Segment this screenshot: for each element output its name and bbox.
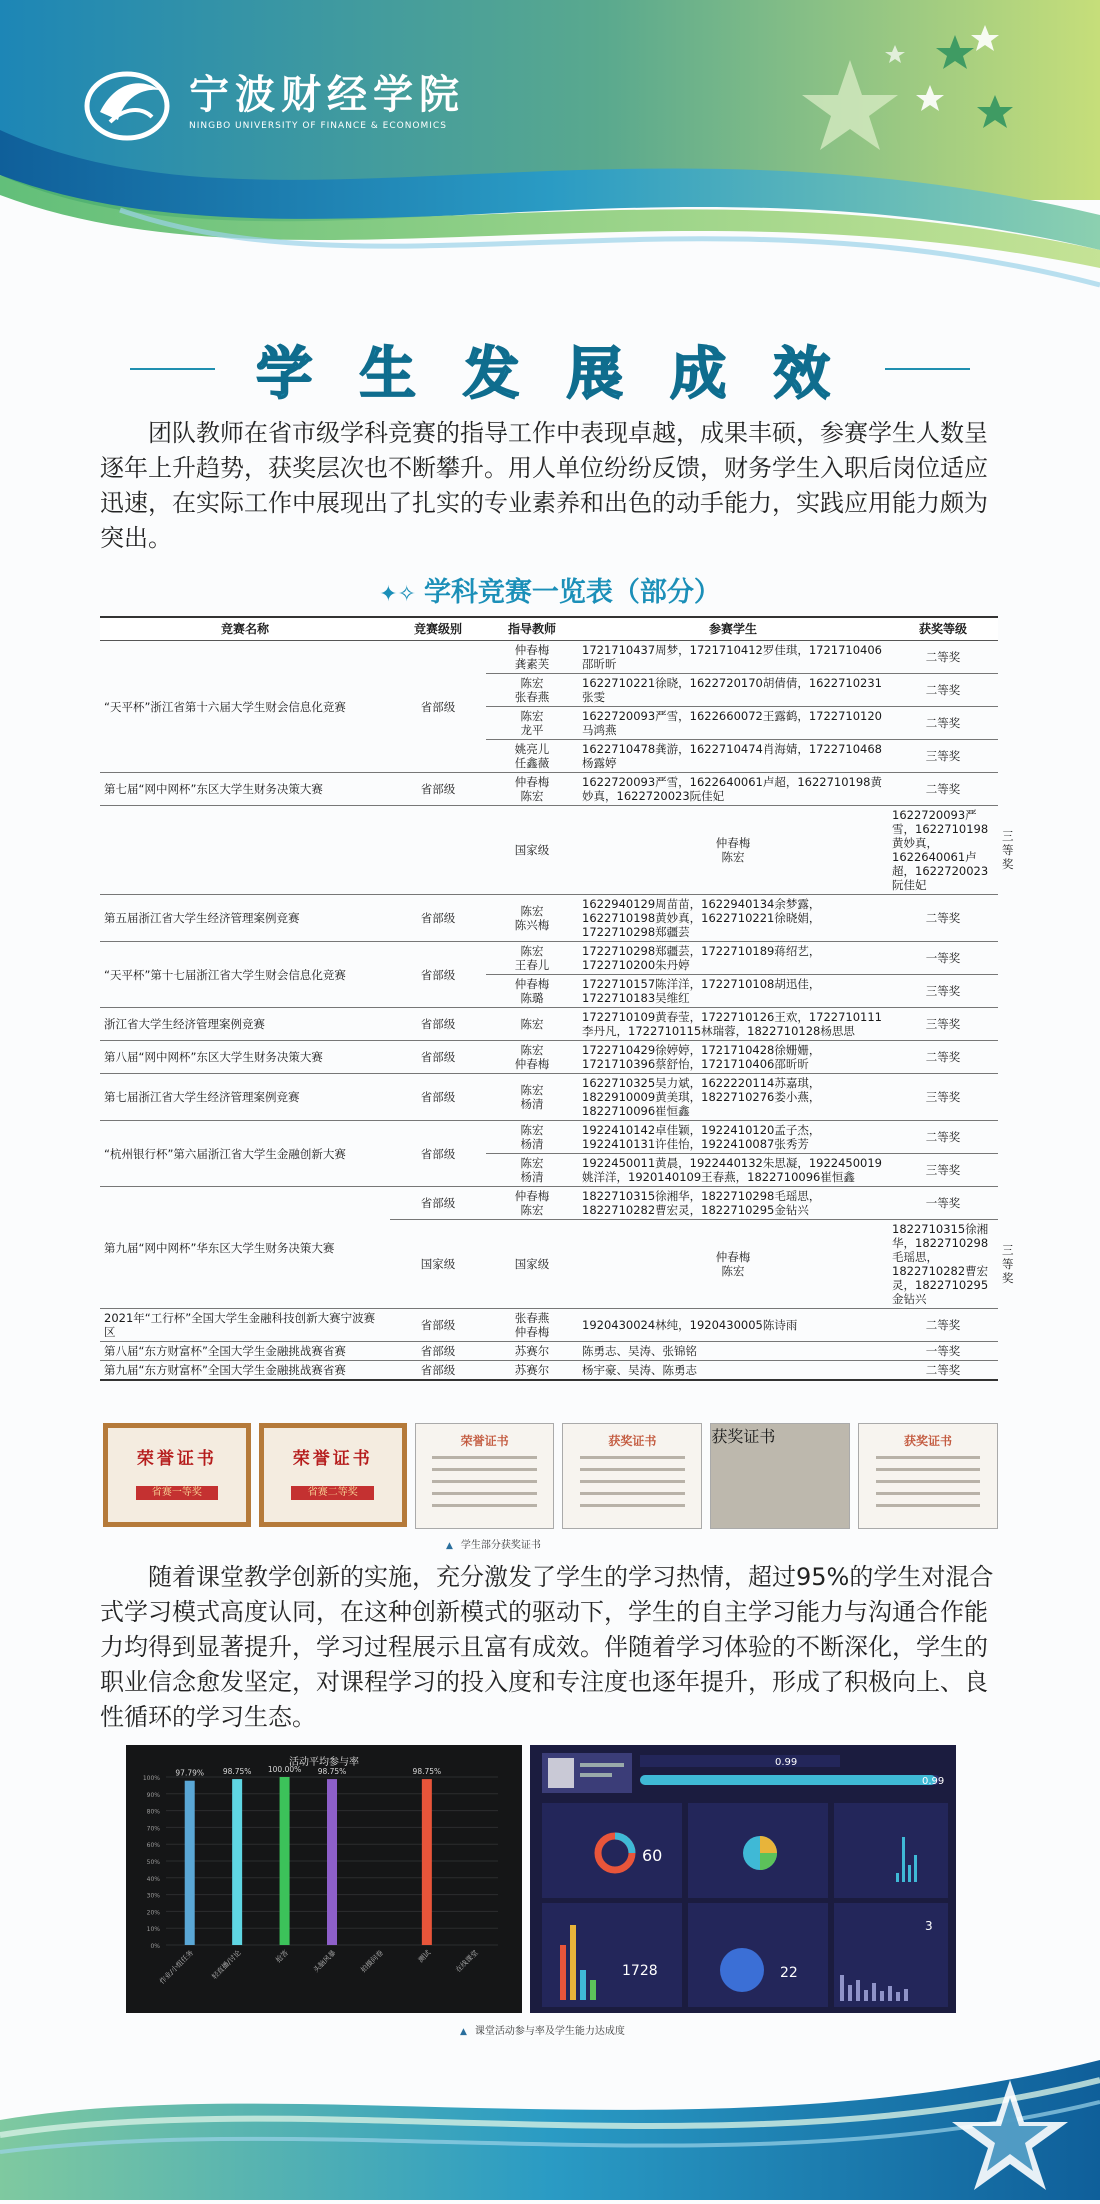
competition-name-cell: 第九届“网中网杯”华东区大学生财务决策大赛 <box>100 1187 390 1309</box>
x-tick-label: 测试 <box>416 1948 433 1965</box>
dashboard-num2: 1728 <box>622 1963 658 1979</box>
table-row: 国家级 仲春梅 陈宏 1622720093严雪，1622710198黄妙真，1622640061卢超，1622720023阮佳妃 三等奖 <box>100 806 998 895</box>
competition-title <box>0 570 1100 609</box>
certificate-stamp: 省赛一等奖 <box>136 1486 219 1500</box>
award-cell: 二等奖 <box>888 707 998 740</box>
teacher-cell: 陈宏 杨清 <box>486 1074 578 1121</box>
school-name-cn: 宁波财经学院 <box>189 71 465 118</box>
students-cell: 1622940129周苗苗，1622940134余梦露，1622710198黄妙真，1622710221徐晓娟，1722710298郑疆芸 <box>578 895 888 942</box>
certificate-text-line <box>876 1480 981 1483</box>
competition-level-cell: 国家级 <box>486 1220 578 1309</box>
dashboard-graphic <box>530 1745 956 2013</box>
bar-value-label: 97.79% <box>175 1768 205 1778</box>
y-tick-label: 10% <box>146 1926 160 1934</box>
certificate-text-line <box>876 1504 981 1507</box>
certificate-title: 荣誉证书 <box>292 1449 373 1469</box>
col-header-level: 竞赛级别 <box>390 617 486 641</box>
dashboard-score1: 0.99 <box>775 1757 798 1768</box>
certificate-text-line <box>432 1456 537 1459</box>
teacher-cell: 陈宏 陈兴梅 <box>486 895 578 942</box>
y-tick-label: 70% <box>146 1825 160 1833</box>
competition-level-cell: 省部级 <box>390 942 486 1008</box>
bar <box>422 1779 432 1945</box>
table-row <box>100 1074 998 1121</box>
bar-value-label: 98.75% <box>412 1767 442 1777</box>
y-tick-label: 80% <box>146 1808 160 1816</box>
dashboard-num4: 3 <box>925 1919 933 1933</box>
col-header-award: 获奖等级 <box>888 617 998 641</box>
participation-chart-panel <box>126 1745 522 2013</box>
students-cell: 1922450011黄晨，1922440132朱思凝，1922450019姚洋洋，1920140109王春燕，1822710096崔恒鑫 <box>578 1154 888 1187</box>
teacher-cell: 仲春梅 龚素芙 <box>486 641 578 674</box>
table-row <box>100 641 998 674</box>
table-row <box>100 1187 998 1220</box>
x-tick-label: 抢答 <box>274 1948 290 1965</box>
title-rule-left <box>130 368 215 370</box>
bar-value-label: 98.75% <box>317 1767 347 1777</box>
table-row <box>100 942 998 975</box>
students-cell: 1722710298郑疆芸，1722710189蒋绍艺，1722710200朱丹婷 <box>578 942 888 975</box>
teacher-cell: 张春燕 仲春梅 <box>486 1309 578 1342</box>
y-tick-label: 50% <box>146 1859 160 1866</box>
award-cell: 二等奖 <box>888 1309 998 1342</box>
certificate-image <box>562 1423 702 1529</box>
teacher-cell: 仲春梅 陈宏 <box>578 806 888 895</box>
certificate-caption <box>446 1536 541 1551</box>
table-row <box>100 1361 998 1381</box>
y-tick-label: 90% <box>146 1791 160 1799</box>
teacher-cell: 陈宏 龙平 <box>486 707 578 740</box>
teacher-cell: 姚亮儿 任鑫薇 <box>486 740 578 773</box>
competition-name-cell: “天平杯”第十七届浙江省大学生财会信息化竞赛 <box>100 942 390 1008</box>
certificate-title: 获奖证书 <box>608 1434 657 1448</box>
students-cell: 1721710437周梦，1721710412罗佳琪，1721710406邵昕昕 <box>578 641 888 674</box>
award-cell: 二等奖 <box>888 895 998 942</box>
competition-name-cell <box>100 806 390 895</box>
table-row <box>100 1008 998 1041</box>
chart-title: 活动平均参与率 <box>289 1757 359 1768</box>
competition-name-cell: 2021年“工行杯”全国大学生金融科技创新大赛宁波赛区 <box>100 1309 390 1342</box>
teacher-cell: 仲春梅 陈宏 <box>486 1187 578 1220</box>
certificate-title: 荣誉证书 <box>460 1434 509 1448</box>
header-wave-graphic <box>0 0 1100 330</box>
competition-level-cell: 省部级 <box>390 1187 486 1220</box>
students-cell: 1622720093严雪，1622660072王露鹤，1722710120马鸿燕 <box>578 707 888 740</box>
award-cell: 三等奖 <box>888 740 998 773</box>
students-cell: 1622710221徐晓，1622720170胡倩倩，1622710231张雯 <box>578 674 888 707</box>
y-tick-label: 60% <box>146 1842 160 1850</box>
competition-level-cell: 省部级 <box>390 1361 486 1381</box>
teacher-cell: 仲春梅 陈宏 <box>486 773 578 806</box>
award-cell: 二等奖 <box>888 1121 998 1154</box>
award-cell: 三等奖 <box>888 1074 998 1121</box>
x-tick-label: 作业/小组任务 <box>158 1948 196 1986</box>
col-header-name: 竞赛名称 <box>100 617 390 641</box>
certificate-text-line <box>580 1492 685 1495</box>
ability-dashboard-panel <box>530 1745 956 2013</box>
competition-level-cell: 省部级 <box>390 895 486 942</box>
students-cell: 1822710315徐湘华，1822710298毛瑶思，1822710282曹宏灵，1822710295金钻兴 <box>578 1187 888 1220</box>
competition-name-cell: 第九届“东方财富杯”全国大学生金融挑战赛省赛 <box>100 1361 390 1381</box>
school-name-en: NINGBO UNIVERSITY OF FINANCE & ECONOMICS <box>189 121 447 131</box>
competition-table <box>100 616 1014 1381</box>
table-row <box>100 1121 998 1154</box>
competition-name-cell: 第五届浙江省大学生经济管理案例竞赛 <box>100 895 390 942</box>
bar-value-label: 98.75% <box>222 1767 252 1777</box>
header-banner <box>0 0 1100 330</box>
y-tick-label: 30% <box>146 1892 160 1900</box>
teacher-cell: 陈宏 杨清 <box>486 1154 578 1187</box>
students-cell: 陈勇志、吴涛、张锦铭 <box>578 1342 888 1361</box>
certificate-text-line <box>580 1504 685 1507</box>
bar <box>327 1779 337 1945</box>
dashboard-num3: 22 <box>780 1965 798 1981</box>
stars-icon: ✦✧ <box>379 582 416 607</box>
x-tick-label: 轻直播/讨论 <box>210 1948 243 1981</box>
bar <box>185 1781 195 1945</box>
certificate-text-line <box>580 1456 685 1459</box>
award-cell: 二等奖 <box>888 773 998 806</box>
table-row <box>100 1309 998 1342</box>
students-cell: 1722710109黄春莹，1722710126王欢，1722710111李丹凡，1722710115林瑞蓉，1822710128杨思思 <box>578 1008 888 1041</box>
students-cell: 1622720093严雪，1622640061卢超，1622710198黄妙真，1622720023阮佳妃 <box>578 773 888 806</box>
y-tick-label: 40% <box>146 1875 160 1883</box>
students-cell: 1920430024林纯，1920430005陈诗雨 <box>578 1309 888 1342</box>
competition-level-cell: 省部级 <box>390 1074 486 1121</box>
competition-level-cell: 省部级 <box>390 1309 486 1342</box>
certificate-image <box>103 1423 251 1527</box>
certificate-text-line <box>876 1492 981 1495</box>
dashboard-score2: 0.99 <box>922 1776 945 1787</box>
teacher-cell: 陈宏 王春儿 <box>486 942 578 975</box>
competition-level-cell: 国家级 <box>390 1220 486 1309</box>
competition-name-cell: 第八届“网中网杯”东区大学生财务决策大赛 <box>100 1041 390 1074</box>
table-row: 国家级 国家级 仲春梅 陈宏 1822710315徐湘华，1822710298毛瑶思，1822710282曹宏灵，1822710295金钻兴 三等奖 <box>100 1220 998 1309</box>
students-cell: 1722710429徐婷婷，1721710428徐姗姗，1721710396蔡舒怡，1721710406邵昕昕 <box>578 1041 888 1074</box>
page-title-block <box>0 330 1100 410</box>
learning-paragraph: 随着课堂教学创新的实施，充分激发了学生的学习热情，超过95%的学生对混合式学习模式高度认同，在这种创新模式的驱动下，学生的自主学习能力与沟通合作能力均得到显著提升，学习过程展示且富有成效。伴随着学习体验的不断深化，学生的职业信念愈发坚定，对课程学习的投入度和专注度也逐年提升，形成了积极向上、良性循环的学习生态。 <box>100 1563 994 1731</box>
table-row <box>100 1041 998 1074</box>
students-cell: 1622710325吴力斌，1622220114苏嘉琪，1822910009黄美琪，1822710276娄小燕，1822710096崔恒鑫 <box>578 1074 888 1121</box>
certificate-text-line <box>432 1468 537 1471</box>
certificate-text-line <box>580 1468 685 1471</box>
triangle-icon: ▲ <box>446 1541 453 1551</box>
certificate-image <box>259 1423 407 1527</box>
table-header-row <box>100 617 998 641</box>
certificate-caption-text: 学生部分获奖证书 <box>460 1540 541 1551</box>
x-tick-label: 在线课堂 <box>454 1948 480 1975</box>
school-logo[interactable] <box>80 62 465 142</box>
award-cell: 一等奖 <box>888 942 998 975</box>
award-cell: 二等奖 <box>888 641 998 674</box>
award-cell: 一等奖 <box>888 1342 998 1361</box>
competition-name-cell: 第七届浙江省大学生经济管理案例竞赛 <box>100 1074 390 1121</box>
footer-wave-graphic <box>0 2040 1100 2200</box>
footer-banner <box>0 2040 1100 2200</box>
teacher-cell: 陈宏 <box>486 1008 578 1041</box>
certificate-image <box>415 1423 555 1529</box>
certificate-gallery <box>103 1423 998 1529</box>
award-cell: 三等奖 <box>888 975 998 1008</box>
award-cell: 一等奖 <box>888 1187 998 1220</box>
students-cell: 1622720093严雪，1622710198黄妙真，1622640061卢超，1622720023阮佳妃 <box>888 806 998 895</box>
teacher-cell: 仲春梅 陈璐 <box>486 975 578 1008</box>
award-cell: 三等奖 <box>888 1008 998 1041</box>
competition-title-text: 学科竞赛一览表（部分） <box>423 577 721 608</box>
certificate-image <box>858 1423 998 1529</box>
award-cell: 二等奖 <box>888 1041 998 1074</box>
competition-level-cell: 省部级 <box>390 773 486 806</box>
teacher-cell: 苏赛尔 <box>486 1361 578 1381</box>
certificate-text-line <box>432 1492 537 1495</box>
col-header-teacher: 指导教师 <box>486 617 578 641</box>
teacher-cell: 仲春梅 陈宏 <box>578 1220 888 1309</box>
competition-name-cell: 浙江省大学生经济管理案例竞赛 <box>100 1008 390 1041</box>
page-title: 学 生 发 展 成 效 <box>256 342 844 407</box>
certificate-title: 荣誉证书 <box>136 1449 217 1469</box>
y-tick-label: 100% <box>142 1775 160 1782</box>
certificate-text-line <box>876 1468 981 1471</box>
competition-level-cell: 国家级 <box>486 806 578 895</box>
title-rule-right <box>885 368 970 370</box>
triangle-icon: ▲ <box>460 2027 467 2037</box>
award-cell: 三等奖 <box>888 1154 998 1187</box>
students-cell: 1822710315徐湘华，1822710298毛瑶思，1822710282曹宏灵，1822710295金钻兴 <box>888 1220 998 1309</box>
competition-name-cell: “天平杯”浙江省第十六届大学生财会信息化竞赛 <box>100 641 390 773</box>
certificate-text-line <box>580 1480 685 1483</box>
col-header-students: 参赛学生 <box>578 617 888 641</box>
competition-name-cell <box>390 806 486 895</box>
participation-bar-chart <box>126 1745 522 2013</box>
teacher-cell: 陈宏 仲春梅 <box>486 1041 578 1074</box>
competition-name-cell: 第八届“东方财富杯”全国大学生金融挑战赛省赛 <box>100 1342 390 1361</box>
students-cell: 1622710478龚游，1622710474肖海婧，1722710468杨露婷 <box>578 740 888 773</box>
intro-paragraph: 团队教师在省市级学科竞赛的指导工作中表现卓越，成果丰硕，参赛学生人数呈逐年上升趋势，获奖层次也不断攀升。用人单位纷纷反馈，财务学生入职后岗位适应迅速，在实际工作中展现出了扎实的专业素养和出色的动手能力，实践应用能力颇为突出。 <box>100 419 988 552</box>
bar <box>280 1777 290 1945</box>
phoenix-emblem-icon <box>80 62 175 142</box>
certificate-title: 获奖证书 <box>904 1434 953 1448</box>
students-cell: 杨宇豪、吴涛、陈勇志 <box>578 1361 888 1381</box>
table-row <box>100 1342 998 1361</box>
certificate-text-line <box>432 1480 537 1483</box>
teacher-cell: 陈宏 张春燕 <box>486 674 578 707</box>
competition-level-cell: 省部级 <box>390 1342 486 1361</box>
competition-level-cell: 省部级 <box>390 1008 486 1041</box>
certificate-text-line <box>432 1504 537 1507</box>
teacher-cell: 陈宏 杨清 <box>486 1121 578 1154</box>
competition-name-cell: 第七届“网中网杯”东区大学生财务决策大赛 <box>100 773 390 806</box>
competition-level-cell: 省部级 <box>390 641 486 773</box>
certificate-title: 获奖证书 <box>711 1427 776 1446</box>
table-row <box>100 773 998 806</box>
x-tick-label: 头脑风暴 <box>311 1948 338 1975</box>
chart-caption-text: 课堂活动参与率及学生能力达成度 <box>474 2026 625 2037</box>
competition-level-cell: 省部级 <box>390 1041 486 1074</box>
competition-level-cell: 省部级 <box>390 1121 486 1187</box>
y-tick-label: 0% <box>150 1943 160 1950</box>
students-cell: 1722710157陈洋洋，1722710108胡迅佳，1722710183吴维红 <box>578 975 888 1008</box>
table-row <box>100 895 998 942</box>
award-cell: 二等奖 <box>888 1361 998 1381</box>
award-cell: 二等奖 <box>888 674 998 707</box>
certificate-stamp: 省赛二等奖 <box>291 1486 374 1500</box>
bar-value-label: 100.00% <box>267 1765 302 1774</box>
bar <box>232 1779 242 1945</box>
students-cell: 1922410142卓佳颖，1922410120孟子杰，1922410131许佳怡，1922410087张秀芳 <box>578 1121 888 1154</box>
y-tick-label: 20% <box>146 1909 160 1917</box>
competition-name-cell: “杭州银行杯”第六届浙江省大学生金融创新大赛 <box>100 1121 390 1187</box>
teacher-cell: 苏赛尔 <box>486 1342 578 1361</box>
certificate-image <box>710 1423 850 1529</box>
x-tick-label: 拍摄问卷 <box>359 1948 385 1975</box>
chart-caption <box>460 2022 625 2037</box>
certificate-text-line <box>876 1456 981 1459</box>
dashboard-num1: 60 <box>642 1846 663 1865</box>
